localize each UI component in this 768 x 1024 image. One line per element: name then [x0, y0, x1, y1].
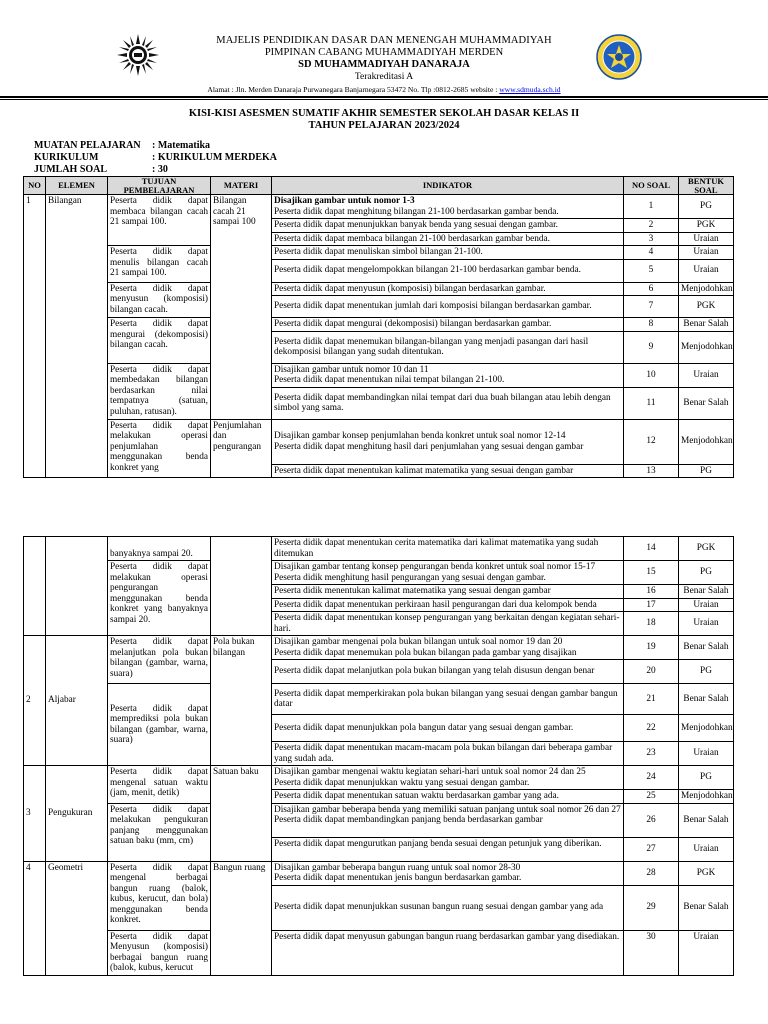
element-number: 1: [24, 195, 46, 478]
question-number: 26: [624, 803, 679, 837]
indicator-text: Peserta didik dapat menghitung bilangan 21-100 berdasarkan gambar benda.: [274, 206, 559, 217]
question-number: 5: [624, 259, 679, 282]
element-name: Bilangan: [46, 195, 108, 478]
element-name: Pengukuran: [46, 766, 108, 862]
question-type: Uraian: [679, 837, 734, 861]
meta-row: [34, 152, 277, 163]
question-type: Uraian: [679, 742, 734, 766]
column-header: NO SOAL: [624, 177, 679, 195]
table-header-row: [24, 177, 734, 195]
school-name: SD MUHAMMADIYAH DANARAJA: [298, 59, 470, 70]
question-type: PG: [679, 561, 734, 585]
indicator: Peserta didik dapat menemukan bilangan-bilangan yang menjadi pasangan dari hasil dekomposisi bilangan yang sudah ditentukan.: [272, 331, 624, 363]
question-number: 7: [624, 296, 679, 318]
question-number: 24: [624, 766, 679, 790]
question-number: 11: [624, 387, 679, 419]
document-title: KISI-KISI ASESMEN SUMATIF AKHIR SEMESTER SEKOLAH DASAR KELAS II: [188, 108, 580, 119]
question-type: Menjodohkan: [679, 282, 734, 296]
header-divider: [0, 96, 768, 98]
element-number: 4: [24, 861, 46, 975]
material: Pola bukan bilangan: [211, 636, 272, 766]
material: [211, 537, 272, 636]
indicator-text: Peserta didik dapat menemukan pola bukan bilangan pada gambar yang disajikan: [274, 647, 577, 658]
question-number: 8: [624, 318, 679, 332]
indicator: [272, 561, 624, 585]
question-type: PG: [679, 660, 734, 684]
question-type: PG: [679, 766, 734, 790]
meta-value: : 30: [152, 164, 168, 175]
website-link[interactable]: www.sdmuda.sch.id: [499, 85, 561, 94]
question-type: Menjodohkan: [679, 790, 734, 804]
table-row: [24, 363, 734, 387]
meta-value: : KURIKULUM MERDEKA: [152, 152, 277, 163]
question-type: Benar Salah: [679, 803, 734, 837]
question-number: 21: [624, 684, 679, 715]
address-text: Alamat : Jln. Merden Danaraja Purwanegara Banjarnegara 53472 No. Tlp :0812-2685 website :: [207, 85, 500, 94]
learning-objective: Peserta didik dapat melakukan pengukuran panjang menggunakan satuan baku (mm, cm): [108, 803, 211, 861]
column-header: BENTUK SOAL: [679, 177, 734, 195]
question-type: PGK: [679, 861, 734, 885]
question-type: Uraian: [679, 232, 734, 246]
question-type: Uraian: [679, 246, 734, 260]
indicator: Peserta didik menentukan kalimat matematika yang sesuai dengan gambar: [272, 585, 624, 599]
question-type: PGK: [679, 296, 734, 318]
question-number: 9: [624, 331, 679, 363]
table-row: [24, 561, 734, 585]
indicator-intro: Disajikan gambar mengenai waktu kegiatan sehari-hari untuk soal nomor 24 dan 25: [274, 767, 586, 777]
question-type: Menjodohkan: [679, 331, 734, 363]
question-type: Menjodohkan: [679, 419, 734, 464]
question-number: 1: [624, 195, 679, 219]
learning-objective: banyaknya sampai 20.: [108, 537, 211, 561]
table-row: [24, 684, 734, 715]
indicator: Peserta didik dapat mengurutkan panjang benda sesuai dengan petunjuk yang diberikan.: [272, 837, 624, 861]
question-number: 15: [624, 561, 679, 585]
indicator-intro: Disajikan gambar mengenai pola bukan bilangan untuk soal nomor 19 dan 20: [274, 637, 563, 647]
learning-objective: Peserta didik dapat menulis bilangan cacah 21 sampai 100.: [108, 246, 211, 283]
column-header: TUJUAN PEMBELAJARAN: [108, 177, 211, 195]
learning-objective: Peserta didik dapat mengurai (dekomposisi) bilangan cacah.: [108, 318, 211, 364]
learning-objective: Peserta didik dapat mengenal satuan waktu (jam, menit, detik): [108, 766, 211, 804]
element-number: 2: [24, 636, 46, 766]
question-number: 19: [624, 636, 679, 660]
learning-objective: Peserta didik dapat mengenal berbagai bangun ruang (balok, kubus, kerucut, dan bola) menggunakan benda konkret.: [108, 861, 211, 930]
element-name: Aljabar: [46, 636, 108, 766]
indicator: Peserta didik dapat menentukan kalimat matematika yang sesuai dengan gambar: [272, 464, 624, 478]
indicator-text: Peserta didik dapat membandingkan panjang benda berdasarkan gambar: [274, 815, 543, 825]
question-number: 12: [624, 419, 679, 464]
header-line-2: PIMPINAN CABANG MUHAMMADIYAH MERDEN: [264, 47, 504, 58]
indicator: Peserta didik dapat menunjukkan banyak benda yang sesuai dengan gambar.: [272, 219, 624, 233]
indicator: Peserta didik dapat menuliskan simbol bilangan 21-100.: [272, 246, 624, 260]
question-type: PG: [679, 195, 734, 219]
question-number: 4: [624, 246, 679, 260]
indicator-intro: Disajikan gambar untuk nomor 10 dan 11: [274, 364, 429, 375]
meta-value: : Matematika: [152, 140, 211, 151]
column-header: NO: [24, 177, 46, 195]
question-type: Benar Salah: [679, 885, 734, 930]
document-year: TAHUN PELAJARAN 2023/2024: [308, 120, 460, 131]
indicator: [272, 419, 624, 464]
header-line-1: MAJELIS PENDIDIKAN DASAR DAN MENENGAH MUHAMMADIYAH: [216, 35, 552, 46]
element-name: [46, 537, 108, 636]
learning-objective: Peserta didik dapat membedakan bilangan berdasarkan nilai tempatnya (satuan, puluhan, ratusan).: [108, 363, 211, 419]
question-type: Uraian: [679, 598, 734, 612]
table-row: [24, 803, 734, 837]
indicator: Peserta didik dapat melanjutkan pola bukan bilangan yang telah disusun dengan benar: [272, 660, 624, 684]
indicator-intro: Disajikan gambar tentang konsep pengurangan benda konkret untuk soal nomor 15-17: [274, 562, 596, 572]
question-number: 6: [624, 282, 679, 296]
table-row: [24, 282, 734, 296]
indicator: [272, 363, 624, 387]
indicator: [272, 803, 624, 837]
indicator: Peserta didik dapat menentukan macam-macam pola bukan bilangan dari beberapa gambar yang sudah ada.: [272, 742, 624, 766]
indicator-text: Peserta didik menghitung hasil pengurangan yang sesuai dengan gambar.: [274, 572, 546, 583]
question-type: Benar Salah: [679, 636, 734, 660]
column-header: ELEMEN: [46, 177, 108, 195]
indicator: Peserta didik dapat menyusun gabungan bangun ruang berdasarkan gambar yang disediakan.: [272, 930, 624, 975]
indicator-intro: Disajikan gambar untuk nomor 1-3: [274, 196, 415, 206]
header-divider-thin: [0, 99, 768, 100]
indicator: Peserta didik dapat membaca bilangan 21-100 berdasarkan gambar benda.: [272, 232, 624, 246]
question-number: 29: [624, 885, 679, 930]
indicator: Peserta didik dapat menentukan satuan waktu berdasarkan gambar yang ada.: [272, 790, 624, 804]
question-type: Benar Salah: [679, 585, 734, 599]
question-type: Uraian: [679, 612, 734, 636]
learning-objective: Peserta didik dapat melanjutkan pola bukan bilangan (gambar, warna, suara): [108, 636, 211, 684]
indicator: Peserta didik dapat menyusun (komposisi) bilangan berdasarkan gambar.: [272, 282, 624, 296]
question-type: Uraian: [679, 259, 734, 282]
meta-label: KURIKULUM: [34, 152, 99, 163]
question-type: Benar Salah: [679, 387, 734, 419]
question-number: 3: [624, 232, 679, 246]
indicator-text: Peserta didik dapat menentukan jenis bangun berdasarkan gambar.: [274, 873, 522, 883]
question-number: 17: [624, 598, 679, 612]
indicator: [272, 766, 624, 790]
question-type: Benar Salah: [679, 684, 734, 715]
question-type: PGK: [679, 219, 734, 233]
indicator: Peserta didik dapat menentukan konsep pengurangan yang berkaitan dengan kegiatan sehari-hari.: [272, 612, 624, 636]
question-number: 16: [624, 585, 679, 599]
material: Bilangan cacah 21 sampai 100: [211, 195, 272, 420]
column-header: MATERI: [211, 177, 272, 195]
question-number: 20: [624, 660, 679, 684]
table-row: [24, 419, 734, 464]
question-number: 23: [624, 742, 679, 766]
question-number: 14: [624, 537, 679, 561]
indicator: Peserta didik dapat memperkirakan pola bukan bilangan yang sesuai dengan gambar bangun datar: [272, 684, 624, 715]
learning-objective: Peserta didik dapat melakukan operasi penjumlahan menggunakan benda konkret yang: [108, 419, 211, 478]
question-type: Menjodohkan: [679, 715, 734, 742]
indicator: Peserta didik dapat membandingkan nilai tempat dari dua buah bilangan atau lebih dengan simbol yang sama.: [272, 387, 624, 419]
learning-objective: Peserta didik dapat memprediksi pola bukan bilangan (gambar, warna, suara): [108, 684, 211, 766]
question-type: Uraian: [679, 363, 734, 387]
indicator: Peserta didik dapat menentukan perkiraan hasil pengurangan dari dua kelompok benda: [272, 598, 624, 612]
indicator-intro: Disajikan gambar beberapa benda yang memiliki satuan panjang untuk soal nomor 26 dan 27: [274, 804, 621, 815]
question-type: PGK: [679, 537, 734, 561]
table-row: [24, 636, 734, 660]
table-row: [24, 930, 734, 975]
question-number: 18: [624, 612, 679, 636]
table-row: [24, 766, 734, 790]
indicator: Peserta didik dapat menentukan jumlah dari komposisi bilangan berdasarkan gambar.: [272, 296, 624, 318]
element-name: Geometri: [46, 861, 108, 975]
address: [0, 85, 768, 94]
material: Satuan baku: [211, 766, 272, 862]
meta-row: [34, 140, 210, 151]
table-row: [24, 195, 734, 219]
table-row: [24, 537, 734, 561]
indicator: [272, 636, 624, 660]
table-row: [24, 318, 734, 332]
accreditation: Terakreditasi A: [354, 72, 414, 82]
indicator-intro: Disajikan gambar konsep penjumlahan benda konkret untuk soal nomor 12-14: [274, 431, 566, 441]
question-number: 27: [624, 837, 679, 861]
learning-objective: Peserta didik dapat Menyusun (komposisi) berbagai bangun ruang (balok, kubus, kerucut: [108, 930, 211, 975]
indicator: Peserta didik dapat menentukan cerita matematika dari kalimat matematika yang sudah ditemukan: [272, 537, 624, 561]
indicator-text: Peserta didik dapat menentukan nilai tempat bilangan 21-100.: [274, 375, 505, 385]
meta-label: JUMLAH SOAL: [34, 164, 108, 175]
learning-objective: Peserta didik dapat membaca bilangan cacah 21 sampai 100.: [108, 195, 211, 246]
table-row: [24, 246, 734, 260]
question-number: 13: [624, 464, 679, 478]
question-type: PG: [679, 464, 734, 478]
question-type: Benar Salah: [679, 318, 734, 332]
indicator: Peserta didik dapat mengurai (dekomposisi) bilangan berdasarkan gambar.: [272, 318, 624, 332]
question-number: 25: [624, 790, 679, 804]
question-number: 10: [624, 363, 679, 387]
table-row: [24, 861, 734, 885]
question-type: Uraian: [679, 930, 734, 975]
indicator-text: Peserta didik dapat menghitung hasil dari penjumlahan yang sesuai dengan gambar: [274, 441, 584, 452]
material: Bangun ruang: [211, 861, 272, 975]
indicator: [272, 195, 624, 219]
question-number: 2: [624, 219, 679, 233]
indicator: Peserta didik dapat mengelompokkan bilangan 21-100 berdasarkan gambar benda.: [272, 259, 624, 282]
question-number: 28: [624, 861, 679, 885]
element-number: 3: [24, 766, 46, 862]
element-number: [24, 537, 46, 636]
learning-objective: Peserta didik dapat menyusun (komposisi) bilangan cacah.: [108, 282, 211, 318]
question-number: 22: [624, 715, 679, 742]
meta-row: [34, 164, 168, 175]
learning-objective: Peserta didik dapat melakukan operasi pengurangan menggunakan benda konkret yang banyaknya sampai 20.: [108, 561, 211, 636]
indicator: [272, 861, 624, 885]
kisi-table-page-1: [23, 176, 734, 478]
material: Penjumlahan dan pengurangan: [211, 419, 272, 478]
indicator: Peserta didik dapat menunjukkan susunan bangun ruang sesuai dengan gambar yang ada: [272, 885, 624, 930]
column-header: INDIKATOR: [272, 177, 624, 195]
kisi-table-page-2: [23, 536, 734, 976]
question-number: 30: [624, 930, 679, 975]
indicator: Peserta didik dapat menunjukkan pola bangun datar yang sesuai dengan gambar.: [272, 715, 624, 742]
meta-label: MUATAN PELAJARAN: [34, 140, 141, 151]
indicator-intro: Disajikan gambar beberapa bangun ruang untuk soal nomor 28-30: [274, 862, 521, 873]
indicator-text: Peserta didik dapat menunjukkan waktu yang sesuai dengan gambar.: [274, 777, 530, 788]
